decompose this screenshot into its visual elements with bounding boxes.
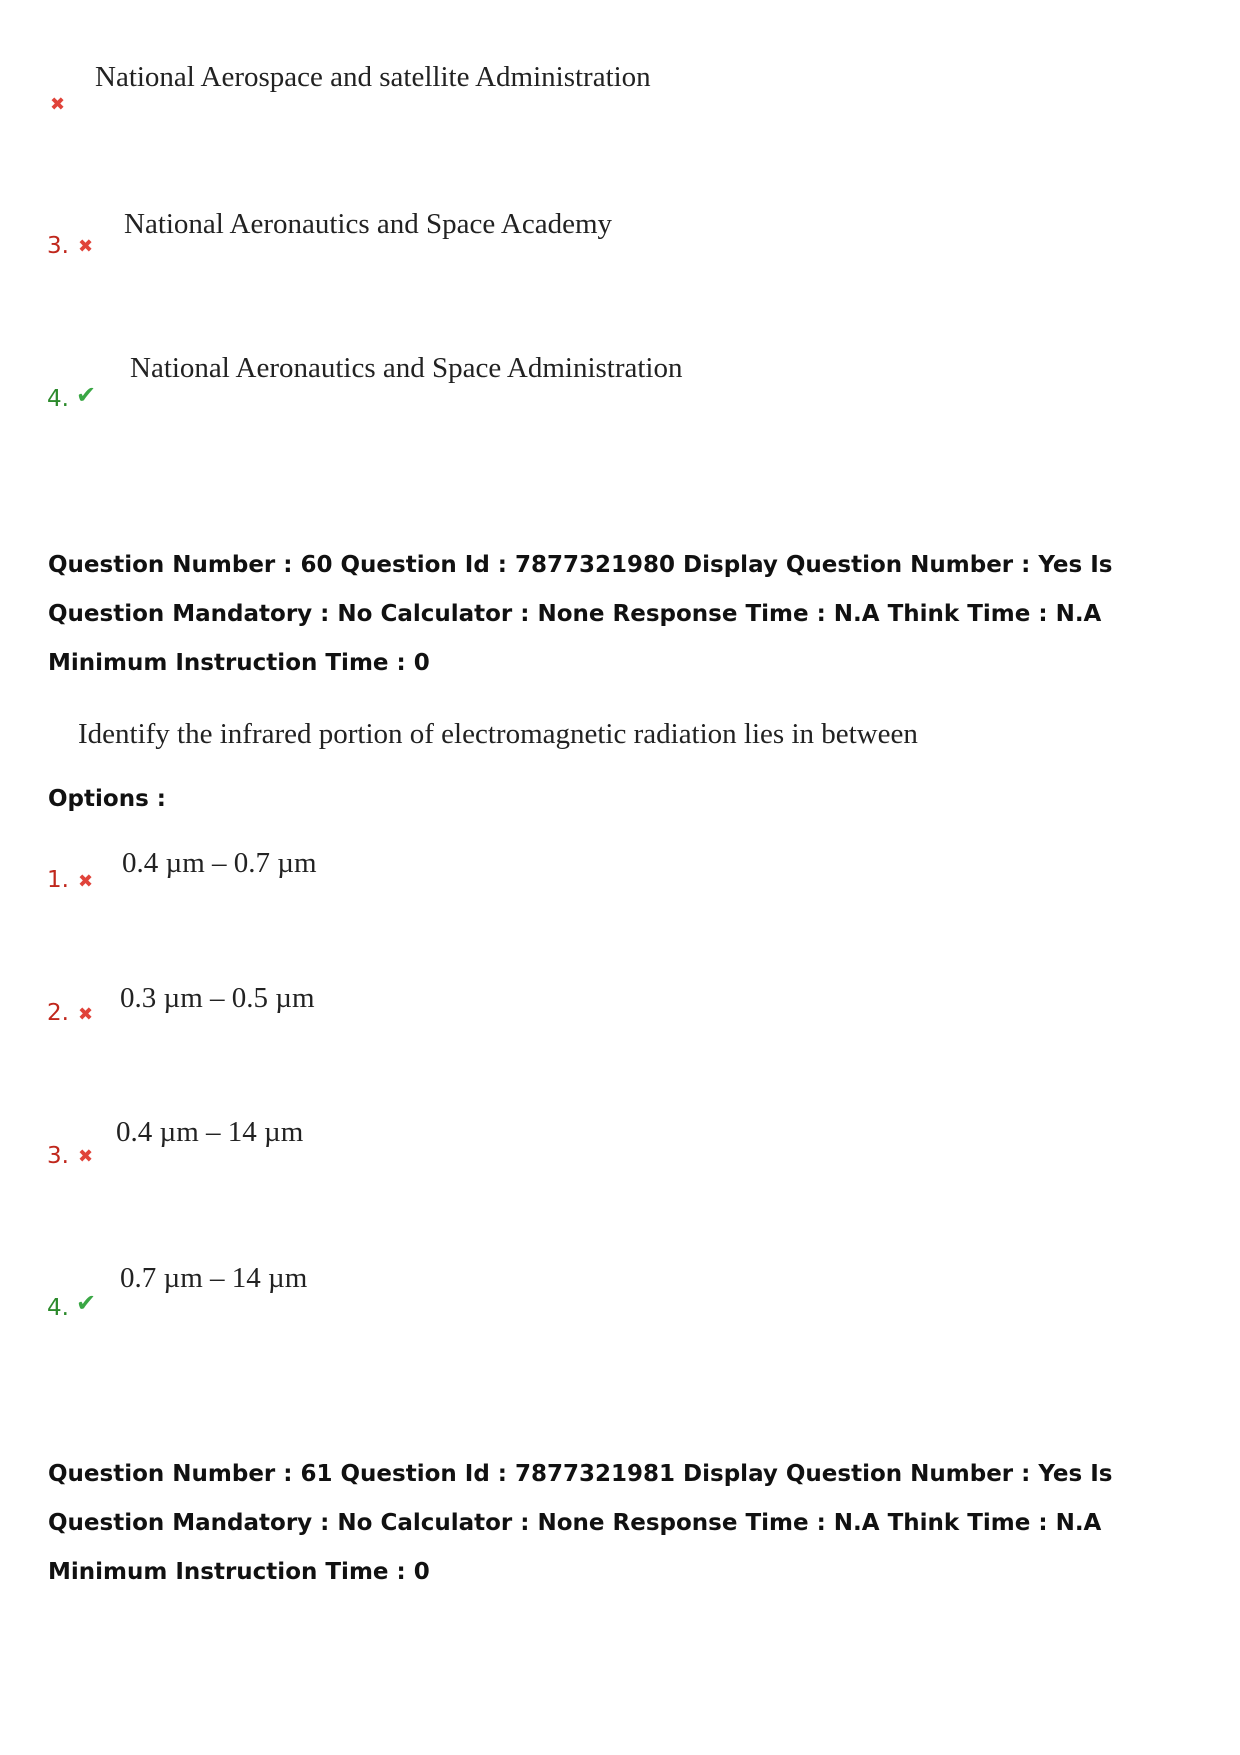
wrong-mark-icon: ✖ xyxy=(78,236,94,257)
option-text: 0.7 µm – 14 µm xyxy=(120,1262,308,1294)
prev-option-number: 3. xyxy=(47,233,69,259)
prev-option-number: 4. xyxy=(47,386,69,412)
question-60-text: Identify the infrared portion of electromagnetic radiation lies in between xyxy=(78,718,918,750)
correct-mark-icon: ✔ xyxy=(76,381,97,409)
options-label: Options : xyxy=(48,786,166,812)
correct-mark-icon: ✔ xyxy=(76,1289,97,1317)
option-text: 0.3 µm – 0.5 µm xyxy=(120,982,315,1014)
option-number: 1. xyxy=(47,867,69,893)
option-text: 0.4 µm – 14 µm xyxy=(116,1116,304,1148)
wrong-mark-icon: ✖ xyxy=(78,1146,94,1167)
option-number: 2. xyxy=(47,1000,69,1026)
wrong-mark-icon: ✖ xyxy=(78,871,94,892)
option-number: 3. xyxy=(47,1143,69,1169)
question-60-meta: Question Number : 60 Question Id : 7877321980 Display Question Number : Yes Is Question Mandatory : No Calculator : None Response Time : N.A Think Time : N.A Minimum Instruction Time : 0 xyxy=(48,552,1113,676)
option-text: 0.4 µm – 0.7 µm xyxy=(122,847,317,879)
prev-option-text: National Aeronautics and Space Administration xyxy=(130,352,683,384)
option-number: 4. xyxy=(47,1295,69,1321)
wrong-mark-icon: ✖ xyxy=(78,1004,94,1025)
wrong-mark-icon: ✖ xyxy=(50,94,66,115)
prev-option-text: National Aeronautics and Space Academy xyxy=(124,208,613,240)
prev-option-text: National Aerospace and satellite Administration xyxy=(95,61,651,93)
question-61-meta: Question Number : 61 Question Id : 7877321981 Display Question Number : Yes Is Question Mandatory : No Calculator : None Response Time : N.A Think Time : N.A Minimum Instruction Time : 0 xyxy=(48,1461,1113,1585)
